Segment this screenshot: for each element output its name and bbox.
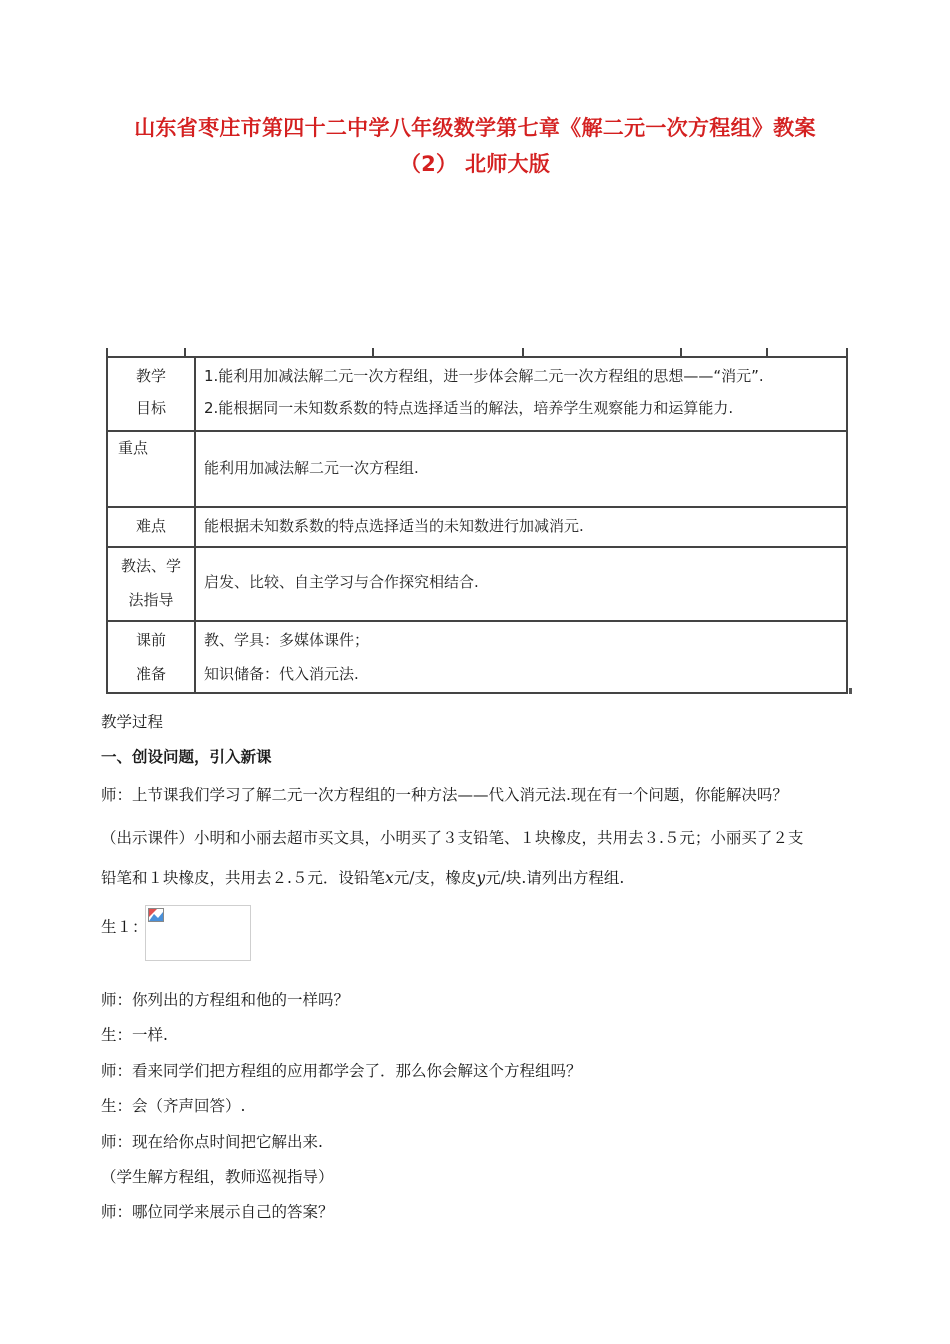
paragraph: 师：哪位同学来展示自己的答案？ [101, 1203, 334, 1221]
process-heading: 教学过程 [101, 713, 164, 731]
paragraph: 生：一样. [101, 1026, 168, 1044]
doc-title-line2: （2） 北师大版 [399, 152, 551, 176]
paragraph: 师：现在给你点时间把它解出来. [101, 1133, 323, 1151]
table-row [107, 507, 847, 547]
doc-title-line1: 山东省枣庄市第四十二中学八年级数学第七章《解二元一次方程组》教案 [134, 116, 816, 140]
paragraph: 师：上节课我们学习了解二元一次方程组的一种方法——代入消元法.现在有一个问题，你能解决吗？ [101, 786, 788, 804]
row-label: 难点 [107, 507, 195, 547]
paragraph: 师：你列出的方程组和他的一样吗？ [101, 991, 350, 1009]
paragraph: （出示课件）小明和小丽去超市买文具，小明买了３支铅笔、１块橡皮，共用去３.５元；小丽买了２支 [101, 829, 804, 847]
lesson-info-table [106, 356, 848, 694]
row-content: 启发、比较、自主学习与合作探究相结合. [195, 547, 847, 621]
row-label: 重点 [107, 431, 195, 507]
table-row [107, 357, 847, 431]
row-content: 能利用加减法解二元一次方程组. [195, 431, 847, 507]
broken-image-icon [148, 908, 164, 922]
table-row [107, 431, 847, 507]
lesson-table-image [106, 348, 848, 690]
row-label: 教学 目标 [107, 357, 195, 431]
row-content: 能根据未知数系数的特点选择适当的未知数进行加减消元. [195, 507, 847, 547]
row-label: 课前 准备 [107, 621, 195, 693]
paragraph: 师：看来同学们把方程组的应用都学会了．那么你会解这个方程组吗？ [101, 1062, 582, 1080]
paragraph: 生：会（齐声回答）. [101, 1097, 246, 1115]
table-row [107, 547, 847, 621]
paragraph: 铅笔和１块橡皮，共用去２.５元．设铅笔x元/支，橡皮y元/块.请列出方程组. [101, 869, 625, 887]
row-content: 教、学具：多媒体课件； 知识储备：代入消元法. [195, 621, 847, 693]
table-row [107, 621, 847, 693]
student-line: 生１： [101, 918, 148, 936]
row-label: 教法、学 法指导 [107, 547, 195, 621]
paragraph: （学生解方程组，教师巡视指导） [101, 1168, 334, 1186]
variable-x: x [384, 869, 394, 887]
section-heading: 一、创设问题，引入新课 [101, 748, 272, 766]
variable-y: y [476, 869, 486, 887]
row-content: 1.能利用加减法解二元一次方程组，进一步体会解二元一次方程组的思想——“消元”. 2.能根据同一未知数系数的特点选择适当的解法，培养学生观察能力和运算能力. [195, 357, 847, 431]
equation-image [145, 905, 251, 961]
